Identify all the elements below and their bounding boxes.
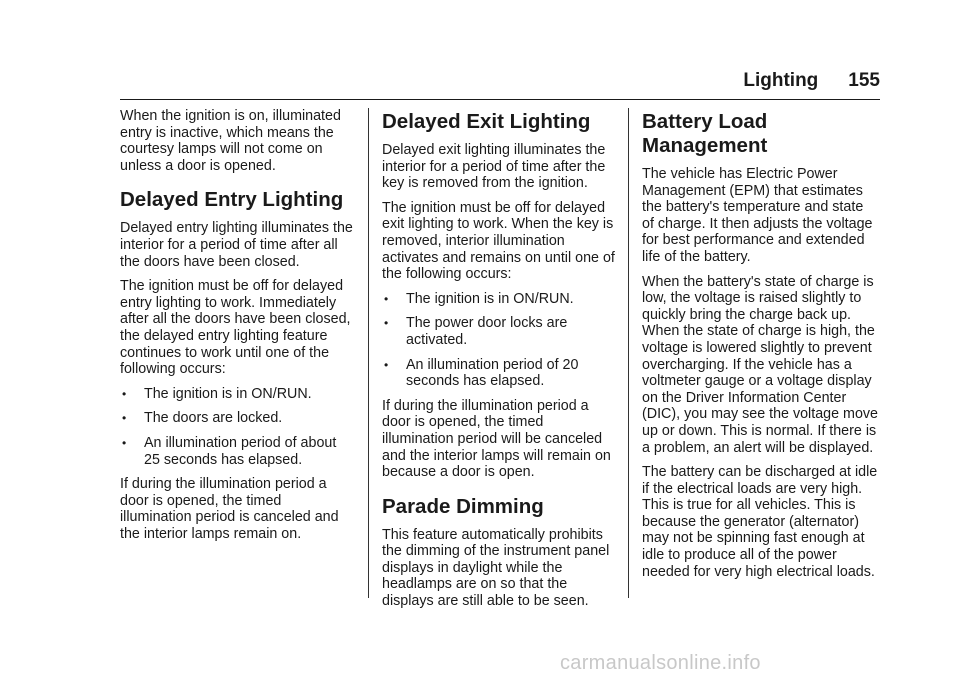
delayed-exit-p3: If during the illumination period a door is opened, the timed illumination period will be canceled and the interior lamps will remain on because a door is open. (382, 397, 611, 481)
list-item: • An illumination period of 20 seconds has elapsed. (382, 357, 618, 390)
parade-dimming-p1: This feature automatically prohibits the dimming of the instrument panel displays in daylight while the headlamps are on so that the displays are still able to be seen. (382, 526, 610, 610)
intro-paragraph: When the ignition is on, illuminated entry is inactive, which means the courtesy lamps will not come on unless a door is opened. (120, 108, 341, 174)
delayed-entry-p2: The ignition must be off for delayed entry lighting to work. Immediately after all the doors have been closed, the delayed entry lighting feature continues to work until one of the following occurs: (120, 278, 351, 378)
column-3 (642, 108, 878, 588)
watermark-text: carmanualsonline.info (560, 652, 761, 674)
header-divider (120, 99, 880, 100)
parade-dimming-heading: Parade Dimming (382, 494, 544, 518)
column-1 (120, 108, 356, 550)
delayed-exit-heading: Delayed Exit Lighting (382, 110, 591, 133)
section-title: Lighting (743, 70, 819, 91)
page-header (740, 70, 880, 92)
battery-load-p1: The vehicle has Electric Power Management (EPM) that estimates the battery's temperature and state of charge. It then adjusts the voltage for best performance and extended life of the battery. (642, 166, 873, 265)
delayed-entry-p3: If during the illumination period a door is opened, the timed illumination period is canceled and the interior lamps remain on. (120, 476, 339, 542)
list-item: • An illumination period of about 25 seconds has elapsed. (120, 435, 356, 468)
battery-load-p2: When the battery's state of charge is low, the voltage is raised slightly to quickly bring the charge back up. When the state of charge is high, the voltage is lowered slightly to prevent overcharging. If the vehicle has a voltmeter gauge or a voltage display on the Driver Information Center (DIC), you may see the voltage move up or down. This is normal. If there is a problem, an alert will be displayed. (642, 273, 878, 456)
delayed-entry-p1: Delayed entry lighting illuminates the interior for a period of time after all the doors have been closed. (120, 220, 353, 270)
delayed-exit-p1: Delayed exit lighting illuminates the interior for a period of time after the key is removed from the ignition. (382, 142, 606, 192)
column-2 (382, 108, 618, 618)
column-divider-2 (628, 108, 629, 598)
delayed-entry-list (120, 386, 356, 468)
list-item: • The power door locks are activated. (382, 315, 618, 348)
delayed-exit-p2: The ignition must be off for delayed exit lighting to work. When the key is removed, interior illumination activates and remains on until one of the following occurs: (382, 199, 615, 283)
battery-load-heading: Battery Load Management (642, 110, 768, 157)
list-item: • The ignition is in ON/RUN. (120, 386, 356, 403)
battery-load-p3: The battery can be discharged at idle if the electrical loads are very high. This is true for all vehicles. This is because the generator (alternator) may not be spinning fast enough at idle to produce all of the power needed for very high electrical loads. (642, 464, 878, 580)
delayed-exit-list (382, 291, 618, 390)
column-divider-1 (368, 108, 369, 598)
delayed-entry-heading: Delayed Entry Lighting (120, 188, 344, 212)
page-number: 155 (848, 70, 880, 91)
list-item: • The doors are locked. (120, 410, 356, 427)
list-item: • The ignition is in ON/RUN. (382, 291, 618, 308)
